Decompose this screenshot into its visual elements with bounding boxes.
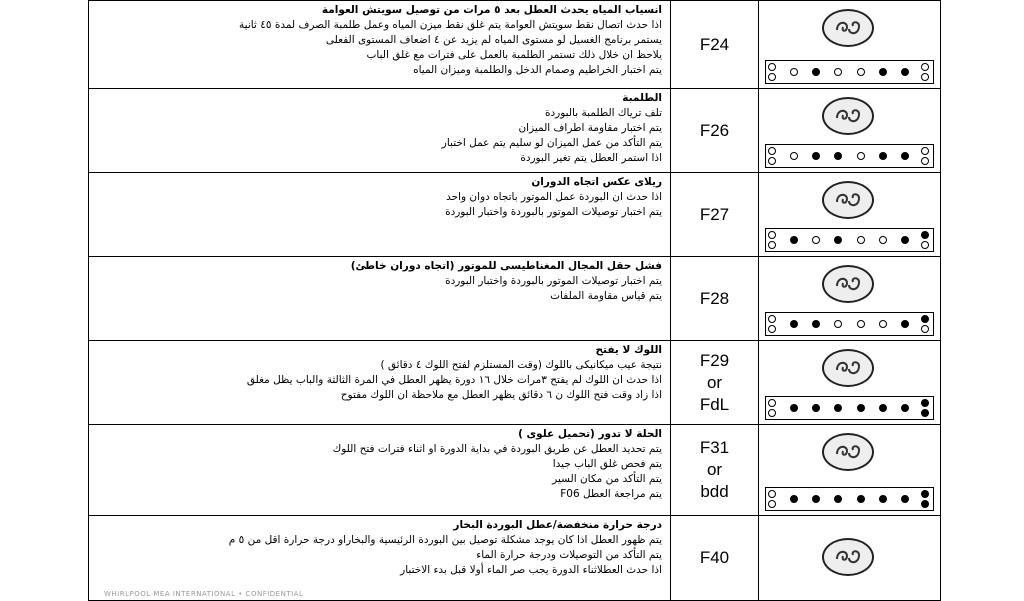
fault-code: F29 or FdL [671, 341, 759, 425]
fault-description-line: يتم التأكد من عمل الميزان لو سليم يتم عمل اختبار [441, 137, 662, 149]
fault-description-line: يتم فحص غلق الباب جيدا [552, 458, 662, 470]
fault-description-line: تلف ترياك الطلمبة بالبوردة [544, 107, 662, 119]
led-indicator [857, 320, 865, 328]
control-panel-diagram [759, 89, 941, 173]
program-knob-icon [822, 433, 874, 471]
led-indicator [790, 68, 798, 76]
fault-description-line: يتم اختبار الخراطيم وصمام الدخل والطلمبة وميزان المياه [413, 64, 662, 76]
control-panel-diagram [759, 173, 941, 257]
led-indicator [834, 236, 842, 244]
led-indicator [834, 152, 842, 160]
fault-row [89, 89, 941, 173]
led-indicator [857, 404, 865, 412]
led-indicator [812, 320, 820, 328]
fault-description-line: يتم التأكد من التوصيلات ودرجة حرارة الماء [476, 549, 662, 561]
led-indicator [901, 236, 909, 244]
led-indicator [879, 320, 887, 328]
led-indicator-panel [765, 312, 934, 336]
led-indicator [857, 152, 865, 160]
fault-description [89, 516, 671, 601]
led-indicator [857, 236, 865, 244]
led-indicator [879, 68, 887, 76]
led-indicator [901, 68, 909, 76]
fault-code: F31 or bdd [671, 425, 759, 516]
fault-description-line: يتم اختبار مقاومة اطراف الميزان [518, 122, 662, 134]
control-panel-diagram [759, 425, 941, 516]
fault-title: انسياب المياه يحدث العطل بعد ٥ مرات من توصيل سويتش العوامة [321, 4, 662, 16]
fault-code: F40 [671, 516, 759, 601]
led-indicator [812, 236, 820, 244]
fault-description [89, 425, 671, 516]
fault-description-line: يتم قياس مقاومة الملفات [550, 290, 662, 302]
fault-code: F24 [671, 1, 759, 89]
fault-code-table [88, 0, 941, 601]
fault-description-line: نتيجة عيب ميكانيكى باللوك (وقت المستلزم لفتح اللوك ٤ دقائق ) [380, 359, 662, 371]
led-indicator [790, 236, 798, 244]
led-indicator [790, 495, 798, 503]
led-indicator [879, 495, 887, 503]
fault-title: اللوك لا يفتح [595, 344, 662, 356]
led-indicator [790, 320, 798, 328]
fault-code: F28 [671, 257, 759, 341]
fault-description-line: اذا زاد وقت فتح اللوك ن ٦ دقائق يظهر العطل مع ملاحظة ان اللوك مفتوح [340, 389, 662, 401]
fault-row [89, 257, 941, 341]
fault-description-line: يتم تحديد العطل عن طريق البوردة في بداية الدورة او اثناء فترات فتح اللوك [332, 443, 662, 455]
led-indicator [879, 404, 887, 412]
led-indicator [879, 152, 887, 160]
fault-title: درجة حرارة منخفضة/عطل البوردة البخار [453, 519, 662, 531]
led-indicator-panel [765, 228, 934, 252]
fault-description-line: اذا استمر العطل يتم تغير البوردة [520, 152, 662, 164]
led-indicator [901, 495, 909, 503]
fault-description [89, 257, 671, 341]
control-panel-diagram [759, 516, 941, 601]
program-knob-icon [822, 181, 874, 219]
led-indicator [901, 152, 909, 160]
led-indicator-panel [765, 487, 934, 511]
program-knob-icon [822, 9, 874, 47]
fault-description-line: يلاحظ ان خلال ذلك تستمر الطلمبة بالعمل على فترات مع غلق الباب [366, 49, 662, 61]
led-indicator [790, 404, 798, 412]
led-indicator-panel [765, 60, 934, 84]
fault-description-line: اذا حدث العطلاثناء الدورة يجب صر الماء أولا قبل بدء الاختبار [400, 564, 662, 576]
fault-row [89, 516, 941, 601]
fault-title: الحلة لا تدور (تحميل علوى ) [518, 428, 662, 440]
footer-text: WHIRLPOOL MEA INTERNATIONAL • CONFIDENTIAL [104, 590, 304, 598]
fault-description-line: اذا حدث اتصال نقط سويتش العوامة يتم غلق نقط ميزن المياه وعمل طلمبة الصرف لمدة ٤٥ ثانية [239, 19, 662, 31]
fault-description-line: يتم اختبار توصيلات الموتور بالبوردة واختبار البوردة [445, 206, 662, 218]
fault-row [89, 341, 941, 425]
led-indicator [834, 495, 842, 503]
fault-code: F27 [671, 173, 759, 257]
led-indicator [901, 404, 909, 412]
fault-description [89, 173, 671, 257]
fault-title: فشل حقل المجال المغناطيسى للموتور (اتجاه دوران خاطئ) [350, 260, 662, 272]
led-indicator [879, 236, 887, 244]
fault-title: ريلاى عكس اتجاه الدوران [531, 176, 662, 188]
led-indicator [834, 68, 842, 76]
program-knob-icon [822, 538, 874, 576]
fault-description-line: يتم ظهور العطل اذا كان يوجد مشكلة توصيل بين البوردة الرئيسية والبخاراو درجة حرارة اقل من ٥ م [228, 534, 662, 546]
fault-description [89, 1, 671, 89]
led-indicator-panel [765, 396, 934, 420]
led-indicator [812, 68, 820, 76]
led-indicator [834, 320, 842, 328]
fault-code: F26 [671, 89, 759, 173]
control-panel-diagram [759, 1, 941, 89]
fault-row [89, 425, 941, 516]
control-panel-diagram [759, 341, 941, 425]
fault-description [89, 89, 671, 173]
fault-description-line: اذا حدث ان اللوك لم يفتح ٣مرات خلال ١٦ دورة يظهر العطل في المرة الثالثة والباب يظل مغلق [246, 374, 662, 386]
control-panel-diagram [759, 257, 941, 341]
fault-description-line: يستمر برنامج الغسيل لو مستوى المياه لم يزيد عن ٤ اضعاف المستوى الفعلى [325, 34, 662, 46]
fault-row [89, 1, 941, 89]
fault-description-line: يتم التأكد من مكان السير [552, 473, 662, 485]
led-indicator [834, 404, 842, 412]
led-indicator [857, 68, 865, 76]
fault-description-line: يتم مراجعة العطل F06 [560, 488, 662, 500]
fault-description-line: يتم اختبار توصيلات الموتور بالبوردة واختبار البوردة [445, 275, 662, 287]
fault-description [89, 341, 671, 425]
program-knob-icon [822, 97, 874, 135]
led-indicator [812, 152, 820, 160]
fault-row [89, 173, 941, 257]
program-knob-icon [822, 349, 874, 387]
led-indicator [812, 404, 820, 412]
led-indicator-panel [765, 144, 934, 168]
program-knob-icon [822, 265, 874, 303]
led-indicator [901, 320, 909, 328]
led-indicator [857, 495, 865, 503]
led-indicator [790, 152, 798, 160]
fault-description-line: اذا حدث ان البوردة عمل الموتور باتجاه دوان واحد [446, 191, 662, 203]
fault-title: الطلمبة [622, 92, 662, 104]
led-indicator [812, 495, 820, 503]
